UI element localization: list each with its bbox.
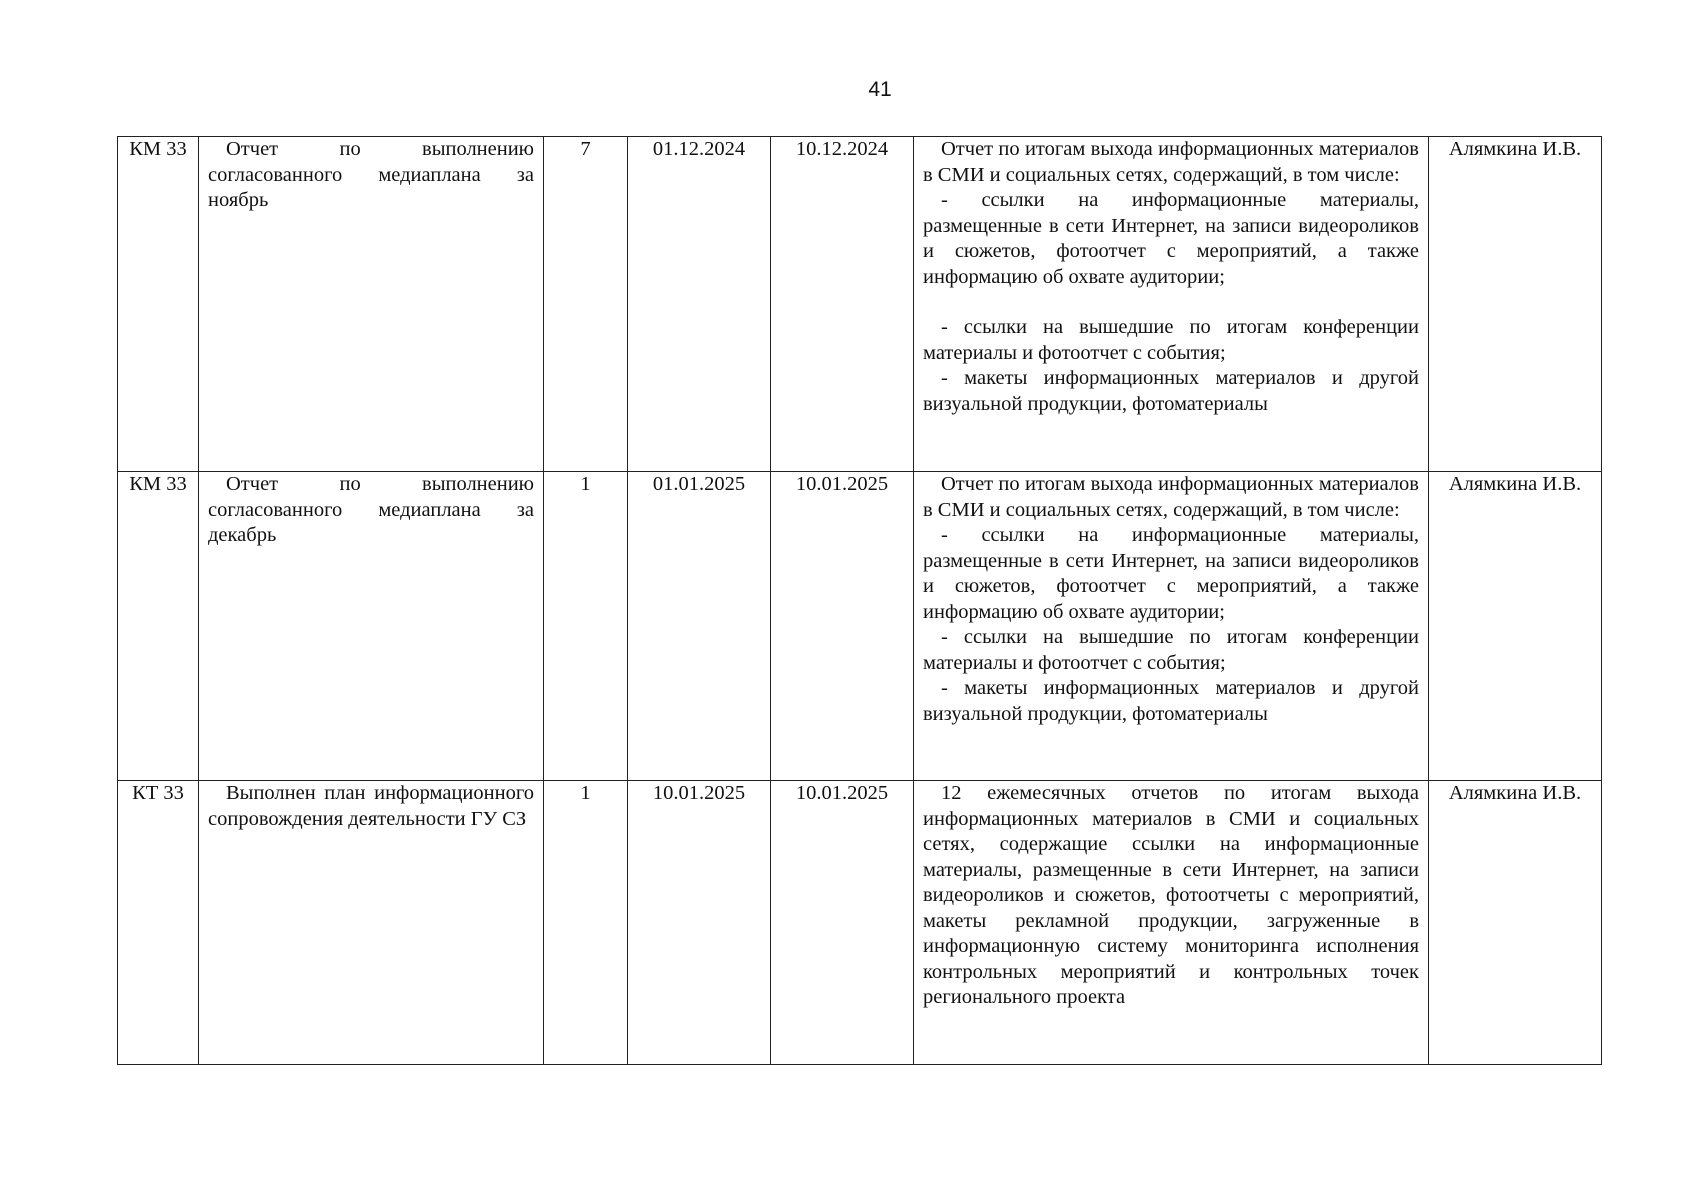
result-intro: 12 ежемесячных отчетов по итогам выхода информационных материалов в СМИ и социальных сетях, содержащие ссылки на информационные материалы, размещенные в сети Интернет, на записи видеороликов и сюжетов, фотоотчеты с мероприятий, макеты рекламной продукции, загруженные в информационную систему мониторинга исполнения контрольных мероприятий и контрольных точек регионального проекта [923, 782, 1419, 1008]
plan-table [117, 136, 1602, 1065]
start-date: 01.01.2025 [628, 472, 771, 781]
control-point-code: КМ 33 [118, 472, 199, 781]
result-item: - макеты информационных материалов и другой визуальной продукции, фотоматериалы [923, 367, 1419, 415]
result-intro: Отчет по итогам выхода информационных материалов в СМИ и социальных сетях, содержащий, в том числе: [923, 138, 1419, 186]
result-intro: Отчет по итогам выхода информационных материалов в СМИ и социальных сетях, содержащий, в том числе: [923, 473, 1419, 521]
control-point-code: КТ 33 [118, 781, 199, 1065]
result-description [914, 137, 1429, 472]
responsible-person: Алямкина И.В. [1429, 781, 1602, 1065]
table-row [118, 781, 1602, 1065]
event-name: Отчет по выполнению согласованного медиаплана за ноябрь [199, 137, 544, 472]
result-description [914, 781, 1429, 1065]
control-point-code: КМ 33 [118, 137, 199, 472]
end-date: 10.12.2024 [771, 137, 914, 472]
event-count: 1 [544, 472, 628, 781]
result-item: - ссылки на вышедшие по итогам конференции материалы и фотоотчет с события; [923, 316, 1419, 364]
table-row [118, 137, 1602, 472]
result-item: - ссылки на вышедшие по итогам конференции материалы и фотоотчет с события; [923, 626, 1419, 674]
event-name: Отчет по выполнению согласованного медиаплана за декабрь [199, 472, 544, 781]
result-item: - макеты информационных материалов и другой визуальной продукции, фотоматериалы [923, 677, 1419, 725]
result-description [914, 472, 1429, 781]
start-date: 10.01.2025 [628, 781, 771, 1065]
event-count: 1 [544, 781, 628, 1065]
event-name: Выполнен план информационного сопровождения деятельности ГУ СЗ [199, 781, 544, 1065]
event-count: 7 [544, 137, 628, 472]
page-number: 41 [868, 78, 892, 101]
responsible-person: Алямкина И.В. [1429, 472, 1602, 781]
result-item: - ссылки на информационные материалы, размещенные в сети Интернет, на записи видеороликов и сюжетов, фотоотчет с мероприятий, а также информацию об охвате аудитории; [923, 524, 1419, 623]
end-date: 10.01.2025 [771, 472, 914, 781]
start-date: 01.12.2024 [628, 137, 771, 472]
responsible-person: Алямкина И.В. [1429, 137, 1602, 472]
table-row [118, 472, 1602, 781]
result-item: - ссылки на информационные материалы, размещенные в сети Интернет, на записи видеороликов и сюжетов, фотоотчет с мероприятий, а также информацию об охвате аудитории; [923, 189, 1419, 288]
end-date: 10.01.2025 [771, 781, 914, 1065]
